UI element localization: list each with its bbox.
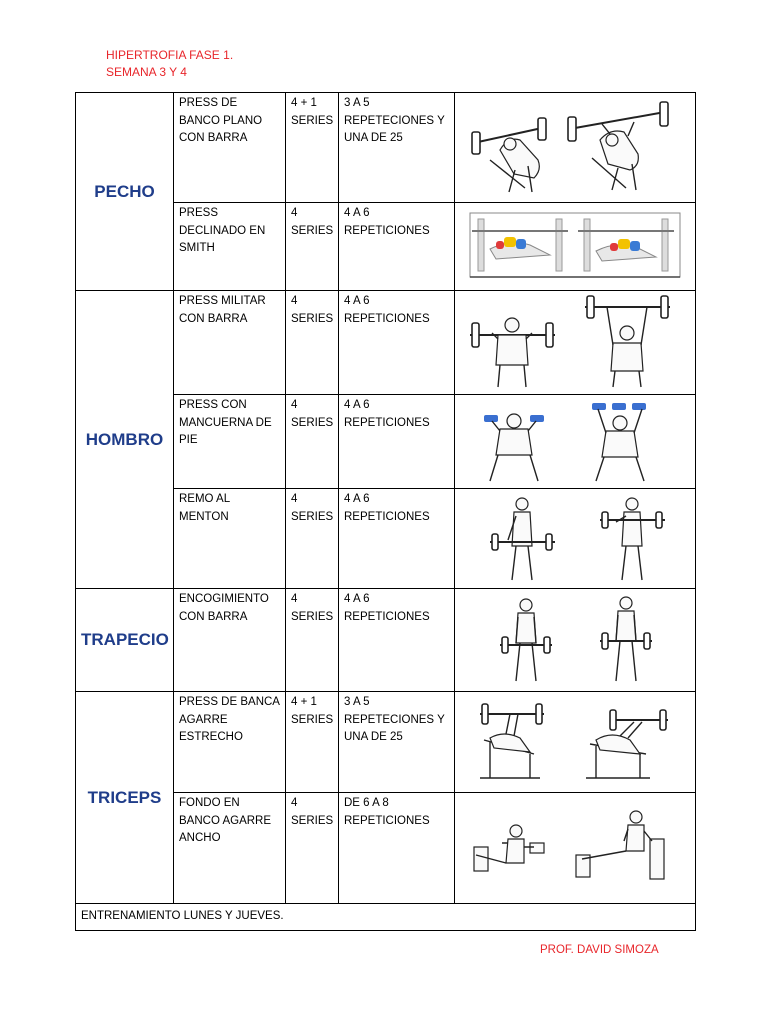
muscle-group-triceps: TRICEPS — [76, 692, 174, 904]
exercise-name: ENCOGIMIENTO CON BARRA — [174, 589, 286, 692]
bench-press-icon — [458, 100, 692, 195]
exercise-name: FONDO EN BANCO AGARRE ANCHO — [174, 793, 286, 904]
exercise-name: PRESS CON MANCUERNA DE PIE — [174, 395, 286, 489]
exercise-series: 4 SERIES — [286, 589, 339, 692]
barbell-shrug-icon — [458, 595, 692, 685]
exercise-name: REMO AL MENTON — [174, 489, 286, 589]
military-press-illustration — [455, 291, 696, 395]
exercise-reps: 3 A 5 REPETECIONES Y UNA DE 25 — [339, 692, 455, 793]
upright-row-icon — [458, 494, 692, 584]
exercise-series: 4 SERIES — [286, 489, 339, 589]
exercise-name: PRESS DE BANCO PLANO CON BARRA — [174, 93, 286, 203]
table-row — [76, 589, 696, 692]
dumbbell-press-illustration — [455, 395, 696, 489]
exercise-name: PRESS DECLINADO EN SMITH — [174, 203, 286, 291]
table-row — [76, 93, 696, 203]
decline-smith-press-illustration — [455, 203, 696, 291]
table-row — [76, 291, 696, 395]
dumbbell-press-icon — [458, 399, 692, 484]
exercise-reps: 4 A 6 REPETICIONES — [339, 203, 455, 291]
close-grip-bench-icon — [458, 700, 692, 785]
bench-dip-icon — [458, 803, 692, 893]
exercise-series: 4 + 1 SERIES — [286, 93, 339, 203]
workout-table — [75, 92, 696, 931]
bench-press-illustration — [455, 93, 696, 203]
muscle-group-trapecio: TRAPECIO — [76, 589, 174, 692]
table-row — [76, 692, 696, 793]
bench-dip-illustration — [455, 793, 696, 904]
header-subtitle: SEMANA 3 Y 4 — [106, 65, 187, 79]
table-row — [76, 904, 696, 931]
document-header — [106, 47, 233, 81]
exercise-series: 4 SERIES — [286, 291, 339, 395]
header-title: HIPERTROFIA FASE 1. — [106, 48, 234, 62]
muscle-group-hombro: HOMBRO — [76, 291, 174, 589]
exercise-series: 4 SERIES — [286, 203, 339, 291]
author-signature: PROF. DAVID SIMOZA — [540, 944, 659, 956]
exercise-reps: 4 A 6 REPETICIONES — [339, 291, 455, 395]
exercise-series: 4 SERIES — [286, 395, 339, 489]
barbell-shrug-illustration — [455, 589, 696, 692]
exercise-reps: 4 A 6 REPETICIONES — [339, 589, 455, 692]
exercise-series: 4 SERIES — [286, 793, 339, 904]
exercise-name: PRESS DE BANCA AGARRE ESTRECHO — [174, 692, 286, 793]
upright-row-illustration — [455, 489, 696, 589]
exercise-reps: 4 A 6 REPETICIONES — [339, 395, 455, 489]
decline-smith-press-icon — [458, 209, 692, 284]
military-press-icon — [458, 295, 692, 390]
exercise-reps: 4 A 6 REPETICIONES — [339, 489, 455, 589]
exercise-series: 4 + 1 SERIES — [286, 692, 339, 793]
close-grip-bench-illustration — [455, 692, 696, 793]
exercise-reps: 3 A 5 REPETECIONES Y UNA DE 25 — [339, 93, 455, 203]
training-days-note: ENTRENAMIENTO LUNES Y JUEVES. — [76, 904, 696, 931]
exercise-reps: DE 6 A 8 REPETICIONES — [339, 793, 455, 904]
muscle-group-pecho: PECHO — [76, 93, 174, 291]
exercise-name: PRESS MILITAR CON BARRA — [174, 291, 286, 395]
